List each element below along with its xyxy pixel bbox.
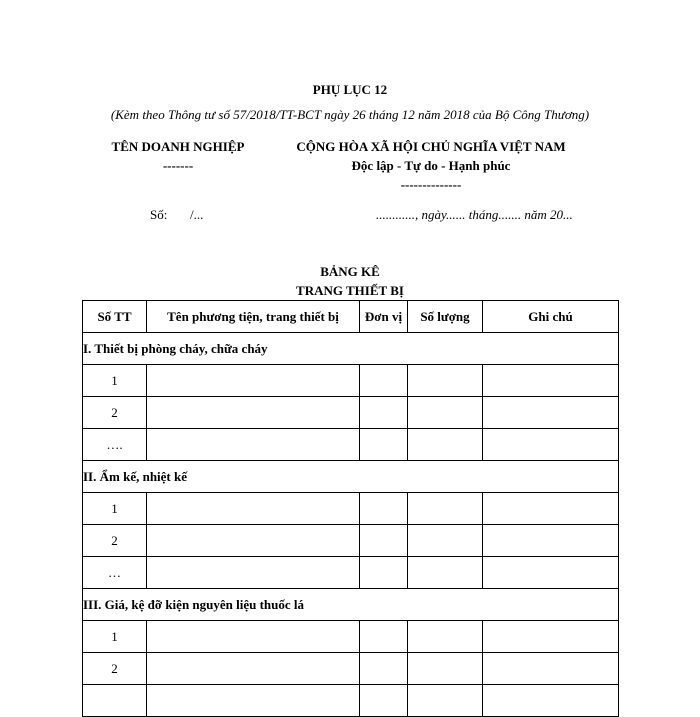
cell-quantity[interactable] xyxy=(408,653,483,685)
cell-name[interactable] xyxy=(147,685,360,717)
table-subtitle: TRANG THIẾT BỊ xyxy=(296,283,404,298)
cell-unit[interactable] xyxy=(360,621,408,653)
table-row xyxy=(83,621,619,653)
row-number: … xyxy=(83,557,147,589)
row-number: 1 xyxy=(83,493,147,525)
row-number: 2 xyxy=(83,525,147,557)
cell-unit[interactable] xyxy=(360,525,408,557)
row-number: 2 xyxy=(83,397,147,429)
cell-name[interactable] xyxy=(147,557,360,589)
section-row xyxy=(83,589,619,621)
date-line: ............, ngày...... tháng....... năm 20... xyxy=(376,207,573,222)
cell-quantity[interactable] xyxy=(408,621,483,653)
table-row xyxy=(83,493,619,525)
section-heading: I. Thiết bị phòng cháy, chữa cháy xyxy=(83,333,619,365)
row-number: 1 xyxy=(83,365,147,397)
company-name-label: TÊN DOANH NGHIỆP xyxy=(111,139,245,154)
cell-note[interactable] xyxy=(483,621,619,653)
table-row xyxy=(83,397,619,429)
table-row xyxy=(83,429,619,461)
column-header-name: Tên phương tiện, trang thiết bị xyxy=(147,301,360,333)
appendix-title: PHỤ LỤC 12 xyxy=(312,82,388,97)
cell-unit[interactable] xyxy=(360,493,408,525)
cell-note[interactable] xyxy=(483,493,619,525)
cell-quantity[interactable] xyxy=(408,429,483,461)
cell-quantity[interactable] xyxy=(408,525,483,557)
cell-note[interactable] xyxy=(483,365,619,397)
cell-name[interactable] xyxy=(147,365,360,397)
cell-unit[interactable] xyxy=(360,653,408,685)
row-number: 2 xyxy=(83,653,147,685)
cell-note[interactable] xyxy=(483,557,619,589)
column-header-unit: Đơn vị xyxy=(360,301,408,333)
cell-quantity[interactable] xyxy=(408,685,483,717)
cell-unit[interactable] xyxy=(360,397,408,429)
cell-unit[interactable] xyxy=(360,429,408,461)
cell-note[interactable] xyxy=(483,525,619,557)
cell-unit[interactable] xyxy=(360,557,408,589)
cell-quantity[interactable] xyxy=(408,365,483,397)
cell-note[interactable] xyxy=(483,429,619,461)
column-header-stt: Số TT xyxy=(83,301,147,333)
section-heading: III. Giá, kệ đỡ kiện nguyên liệu thuốc lá xyxy=(83,589,619,621)
cell-quantity[interactable] xyxy=(408,397,483,429)
table-row xyxy=(83,365,619,397)
table-row xyxy=(83,557,619,589)
equipment-table xyxy=(82,300,619,717)
document-number-value: /... xyxy=(190,207,204,222)
table-title: BẢNG KÊ xyxy=(320,264,380,279)
table-row xyxy=(83,525,619,557)
national-motto: Độc lập - Tự do - Hạnh phúc xyxy=(351,158,511,173)
cell-note[interactable] xyxy=(483,685,619,717)
table-row xyxy=(83,653,619,685)
cell-note[interactable] xyxy=(483,397,619,429)
cell-name[interactable] xyxy=(147,653,360,685)
column-header-quantity: Số lượng xyxy=(408,301,483,333)
row-number: …. xyxy=(83,429,147,461)
cell-unit[interactable] xyxy=(360,365,408,397)
section-row xyxy=(83,333,619,365)
section-heading: II. Ẩm kế, nhiệt kế xyxy=(83,461,619,493)
appendix-subtitle: (Kèm theo Thông tư số 57/2018/TT-BCT ngày 26 tháng 12 năm 2018 của Bộ Công Thương) xyxy=(110,107,590,122)
cell-name[interactable] xyxy=(147,429,360,461)
column-header-note: Ghi chú xyxy=(483,301,619,333)
table-row xyxy=(83,685,619,717)
cell-name[interactable] xyxy=(147,525,360,557)
row-number: 1 xyxy=(83,621,147,653)
cell-note[interactable] xyxy=(483,653,619,685)
cell-name[interactable] xyxy=(147,621,360,653)
cell-unit[interactable] xyxy=(360,685,408,717)
motto-divider: -------------- xyxy=(400,177,462,192)
cell-name[interactable] xyxy=(147,493,360,525)
cell-quantity[interactable] xyxy=(408,493,483,525)
section-row xyxy=(83,461,619,493)
cell-name[interactable] xyxy=(147,397,360,429)
row-number xyxy=(83,685,147,717)
table-header-row xyxy=(83,301,619,333)
cell-quantity[interactable] xyxy=(408,557,483,589)
nation-heading: CỘNG HÒA XÃ HỘI CHỦ NGHĨA VIỆT NAM xyxy=(296,139,566,154)
document-number-label: Số: xyxy=(150,207,168,222)
company-divider: ------- xyxy=(162,158,194,173)
